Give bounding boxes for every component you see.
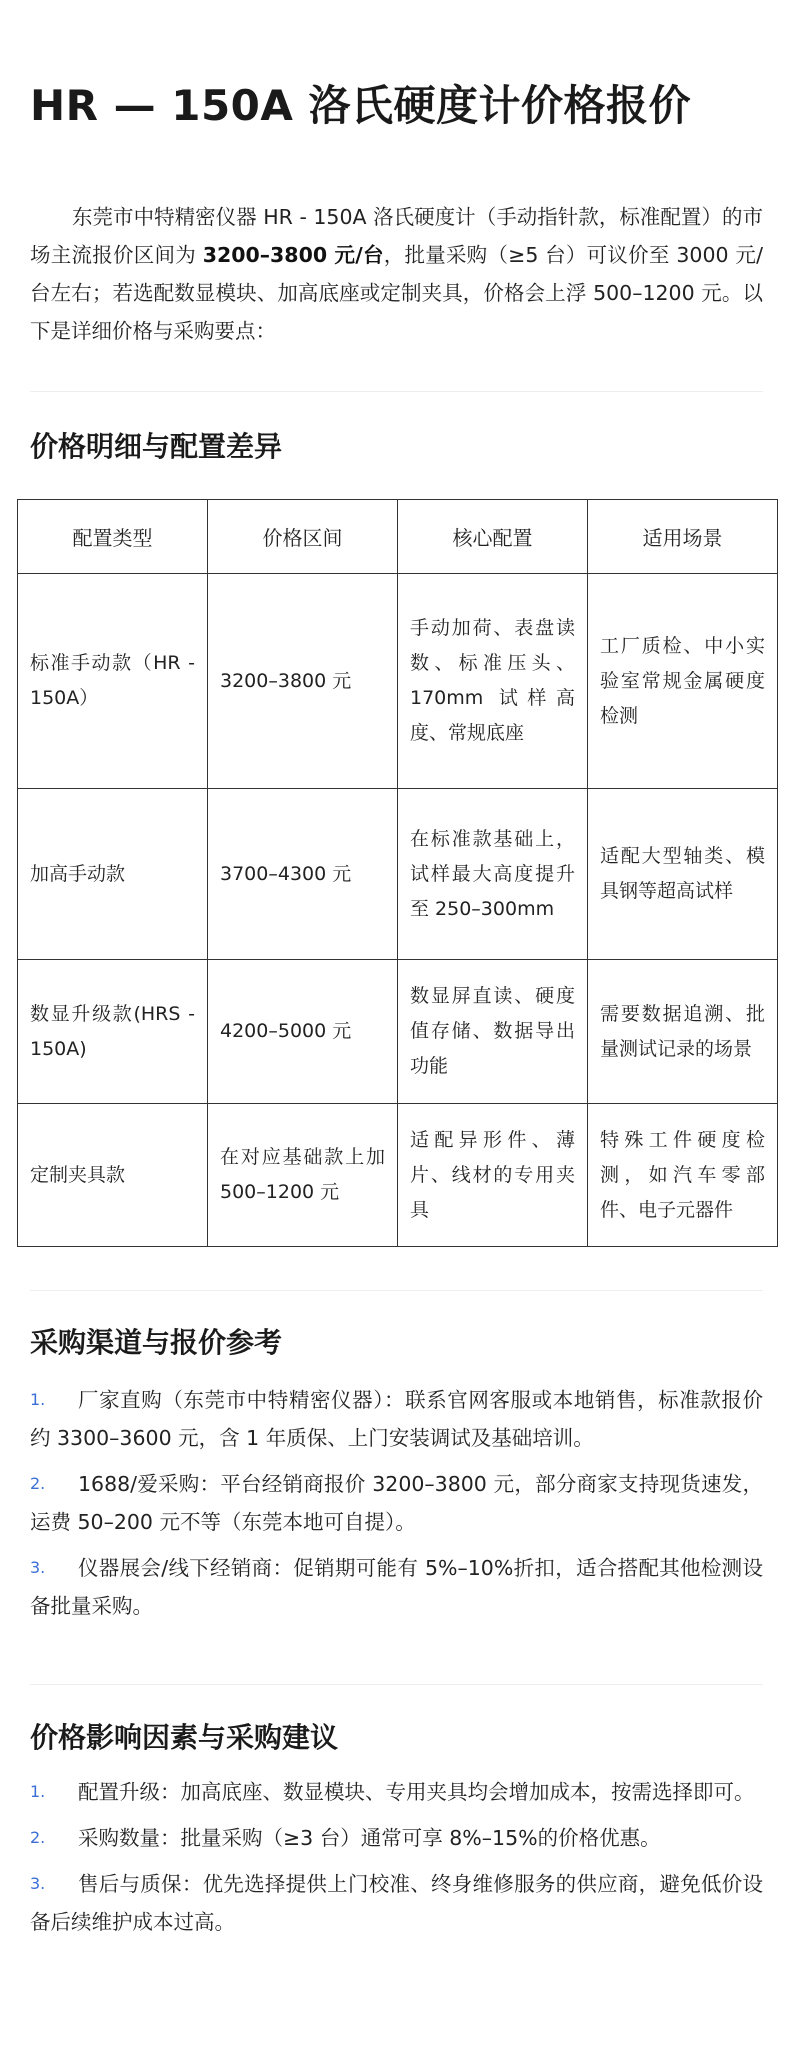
cell-config-type: 加高手动款 xyxy=(18,789,208,960)
column-header: 适用场景 xyxy=(588,500,778,574)
list-item-text: 售后与质保：优先选择提供上门校准、终身维修服务的供应商，避免低价设备后续维护成本过高。 xyxy=(30,1872,763,1934)
cell-config-type: 数显升级款(HRS - 150A) xyxy=(18,960,208,1104)
list-number: 3. xyxy=(30,1874,46,1893)
column-header: 配置类型 xyxy=(18,500,208,574)
list-item xyxy=(30,1773,763,1811)
section-divider xyxy=(30,391,763,392)
page-title: HR — 150A 洛氏硬度计价格报价 xyxy=(30,81,692,130)
list-item-text: 仪器展会/线下经销商：促销期可能有 5%–10%折扣，适合搭配其他检测设备批量采购。 xyxy=(30,1556,763,1618)
cell-config-type: 标准手动款（HR - 150A） xyxy=(18,574,208,789)
list-item xyxy=(30,1549,763,1625)
cell-scenario: 工厂质检、中小实验室常规金属硬度检测 xyxy=(588,574,778,789)
table-row xyxy=(18,1104,778,1247)
list-item-text: 采购数量：批量采购（≥3 台）通常可享 8%–15%的价格优惠。 xyxy=(78,1826,661,1850)
cell-scenario: 需要数据追溯、批量测试记录的场景 xyxy=(588,960,778,1104)
section-heading-channels: 采购渠道与报价参考 xyxy=(30,1326,283,1359)
cell-core-config: 在标准款基础上，试样最大高度提升至 250–300mm xyxy=(398,789,588,960)
cell-scenario: 适配大型轴类、模具钢等超高试样 xyxy=(588,789,778,960)
list-number: 2. xyxy=(30,1474,46,1493)
table-header-row xyxy=(18,500,778,574)
cell-price-range: 3700–4300 元 xyxy=(208,789,398,960)
list-item xyxy=(30,1819,763,1857)
list-number: 2. xyxy=(30,1828,46,1847)
cell-core-config: 适配异形件、薄片、线材的专用夹具 xyxy=(398,1104,588,1247)
column-header: 核心配置 xyxy=(398,500,588,574)
section-heading-factors: 价格影响因素与采购建议 xyxy=(30,1721,339,1754)
list-item-text: 厂家直购（东莞市中特精密仪器）：联系官网客服或本地销售，标准款报价约 3300–3600 元，含 1 年质保、上门安装调试及基础培训。 xyxy=(30,1388,763,1450)
factors-list xyxy=(30,1773,763,1949)
price-table xyxy=(17,499,778,1247)
cell-core-config: 数显屏直读、硬度值存储、数据导出功能 xyxy=(398,960,588,1104)
list-item xyxy=(30,1381,763,1457)
cell-config-type: 定制夹具款 xyxy=(18,1104,208,1247)
table-row xyxy=(18,960,778,1104)
intro-price-highlight: 3200–3800 元/台 xyxy=(202,243,384,267)
list-item xyxy=(30,1465,763,1541)
cell-price-range: 4200–5000 元 xyxy=(208,960,398,1104)
list-item-text: 1688/爱采购：平台经销商报价 3200–3800 元，部分商家支持现货速发，运费 50–200 元不等（东莞本地可自提）。 xyxy=(30,1472,763,1534)
channels-list xyxy=(30,1381,763,1633)
intro-text-end: ，批量采购（≥5 台）可议价至 3000 元/台左右；若选配数显模块、加高底座或定制夹具，价格会上浮 500–1200 元。以下是详细价格与采购要点： xyxy=(30,243,763,343)
list-item-text: 配置升级：加高底座、数显模块、专用夹具均会增加成本，按需选择即可。 xyxy=(78,1780,755,1804)
table-row xyxy=(18,574,778,789)
list-number: 3. xyxy=(30,1558,46,1577)
section-divider xyxy=(30,1684,763,1685)
list-number: 1. xyxy=(30,1390,46,1409)
section-divider xyxy=(30,1290,763,1291)
list-number: 1. xyxy=(30,1782,46,1801)
list-item xyxy=(30,1865,763,1941)
column-header: 价格区间 xyxy=(208,500,398,574)
cell-scenario: 特殊工件硬度检测，如汽车零部件、电子元器件 xyxy=(588,1104,778,1247)
intro-text-start: 东莞市中特精密仪器 HR - 150A 洛氏硬度计（手动指针款，标准配置）的市场主流报价区间为 xyxy=(30,205,763,267)
cell-price-range: 3200–3800 元 xyxy=(208,574,398,789)
table-row xyxy=(18,789,778,960)
intro-paragraph xyxy=(30,198,763,350)
cell-core-config: 手动加荷、表盘读数、标准压头、170mm 试样高度、常规底座 xyxy=(398,574,588,789)
cell-price-range: 在对应基础款上加 500–1200 元 xyxy=(208,1104,398,1247)
section-heading-price-details: 价格明细与配置差异 xyxy=(30,430,283,463)
